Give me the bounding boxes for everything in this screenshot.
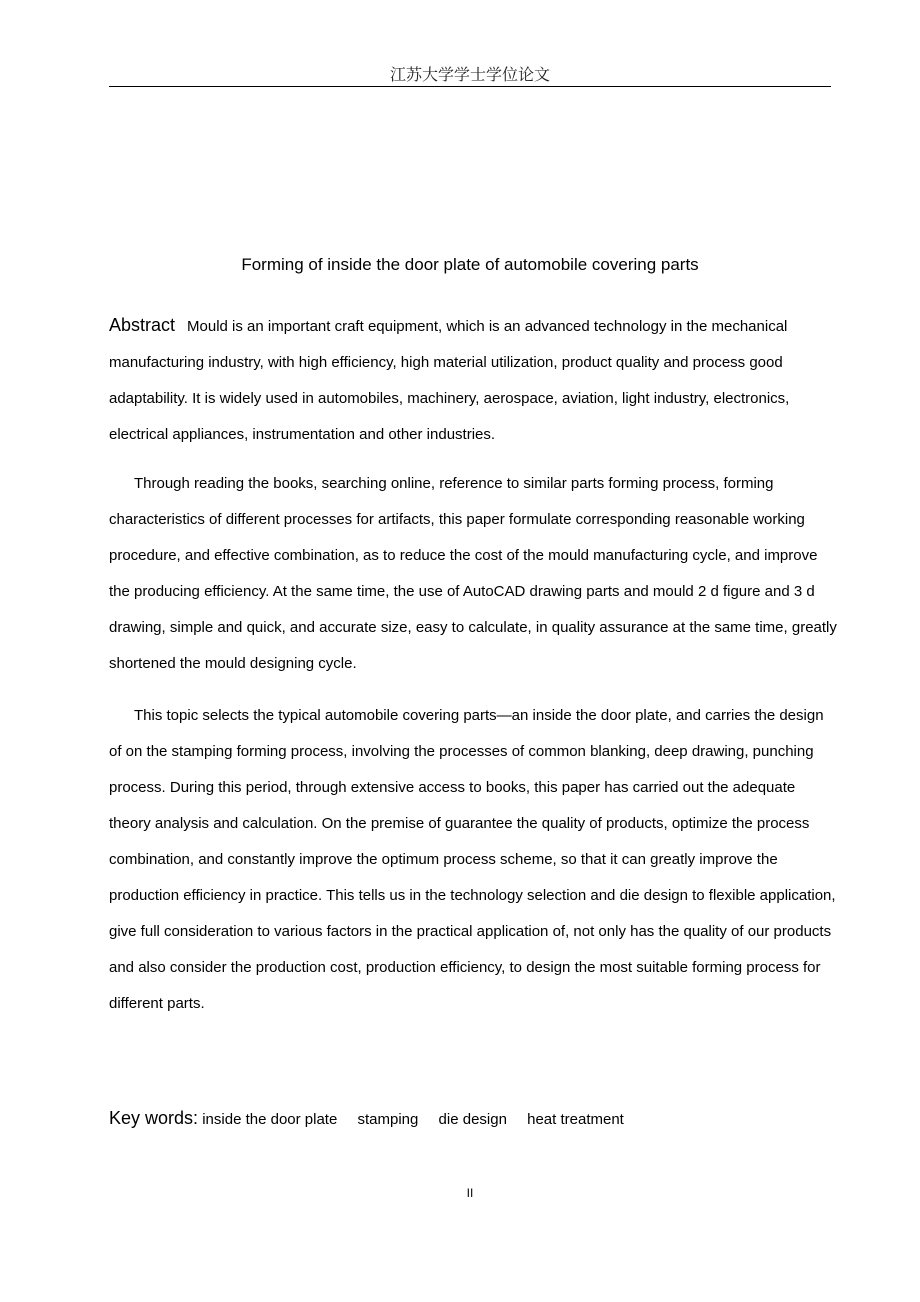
paper-title: Forming of inside the door plate of automobile covering parts: [241, 255, 699, 274]
page-number: II: [466, 1186, 474, 1200]
keyword: stamping: [357, 1111, 419, 1128]
header-title: 江苏大学学士学位论文: [389, 65, 550, 84]
keyword: heat treatment: [527, 1111, 624, 1128]
page-header: [109, 64, 831, 87]
keywords: [109, 1102, 831, 1136]
abstract: [109, 307, 839, 453]
abstract-label: Abstract: [109, 315, 176, 335]
body-paragraph-2: [109, 698, 839, 1022]
keyword: die design: [438, 1111, 507, 1128]
abstract-text: Mould is an important craft equipment, which is an advanced technology in the mechanical manufacturing industry, with high efficiency, high material utilization, product quality and process good adaptability. It is widely used in automobiles, machinery, aerospace, aviation, light industry, electronics, electrical appliances, instrumentation and other industries.: [109, 318, 790, 443]
paragraph-2-text: This topic selects the typical automobile covering parts—an inside the door plate, and carries the design of on the stamping forming process, involving the processes of common blanking, deep drawing, punching process. During this period, through extensive access to books, this paper has carried out the adequate theory analysis and calculation. On the premise of guarantee the quality of products, optimize the process combination, and constantly improve the optimum process scheme, so that it can greatly improve the production efficiency in practice. This tells us in the technology selection and die design to flexible application, give full consideration to various factors in the practical application of, not only has the quality of our products and also consider the production cost, production efficiency, to design the most suitable forming process for different parts.: [109, 707, 836, 1012]
keywords-label: Key words:: [109, 1108, 199, 1128]
paragraph-1-text: Through reading the books, searching online, reference to similar parts forming process, forming characteristics of different processes for artifacts, this paper formulate corresponding reasonable working procedure, and effective combination, as to reduce the cost of the mould manufacturing cycle, and improve the producing efficiency. At the same time, the use of AutoCAD drawing parts and mould 2 d figure and 3 d drawing, simple and quick, and accurate size, easy to calculate, in quality assurance at the same time, greatly shortened the mould designing cycle.: [109, 475, 837, 672]
keyword: inside the door plate: [202, 1111, 338, 1128]
body-paragraph-1: [109, 466, 839, 682]
